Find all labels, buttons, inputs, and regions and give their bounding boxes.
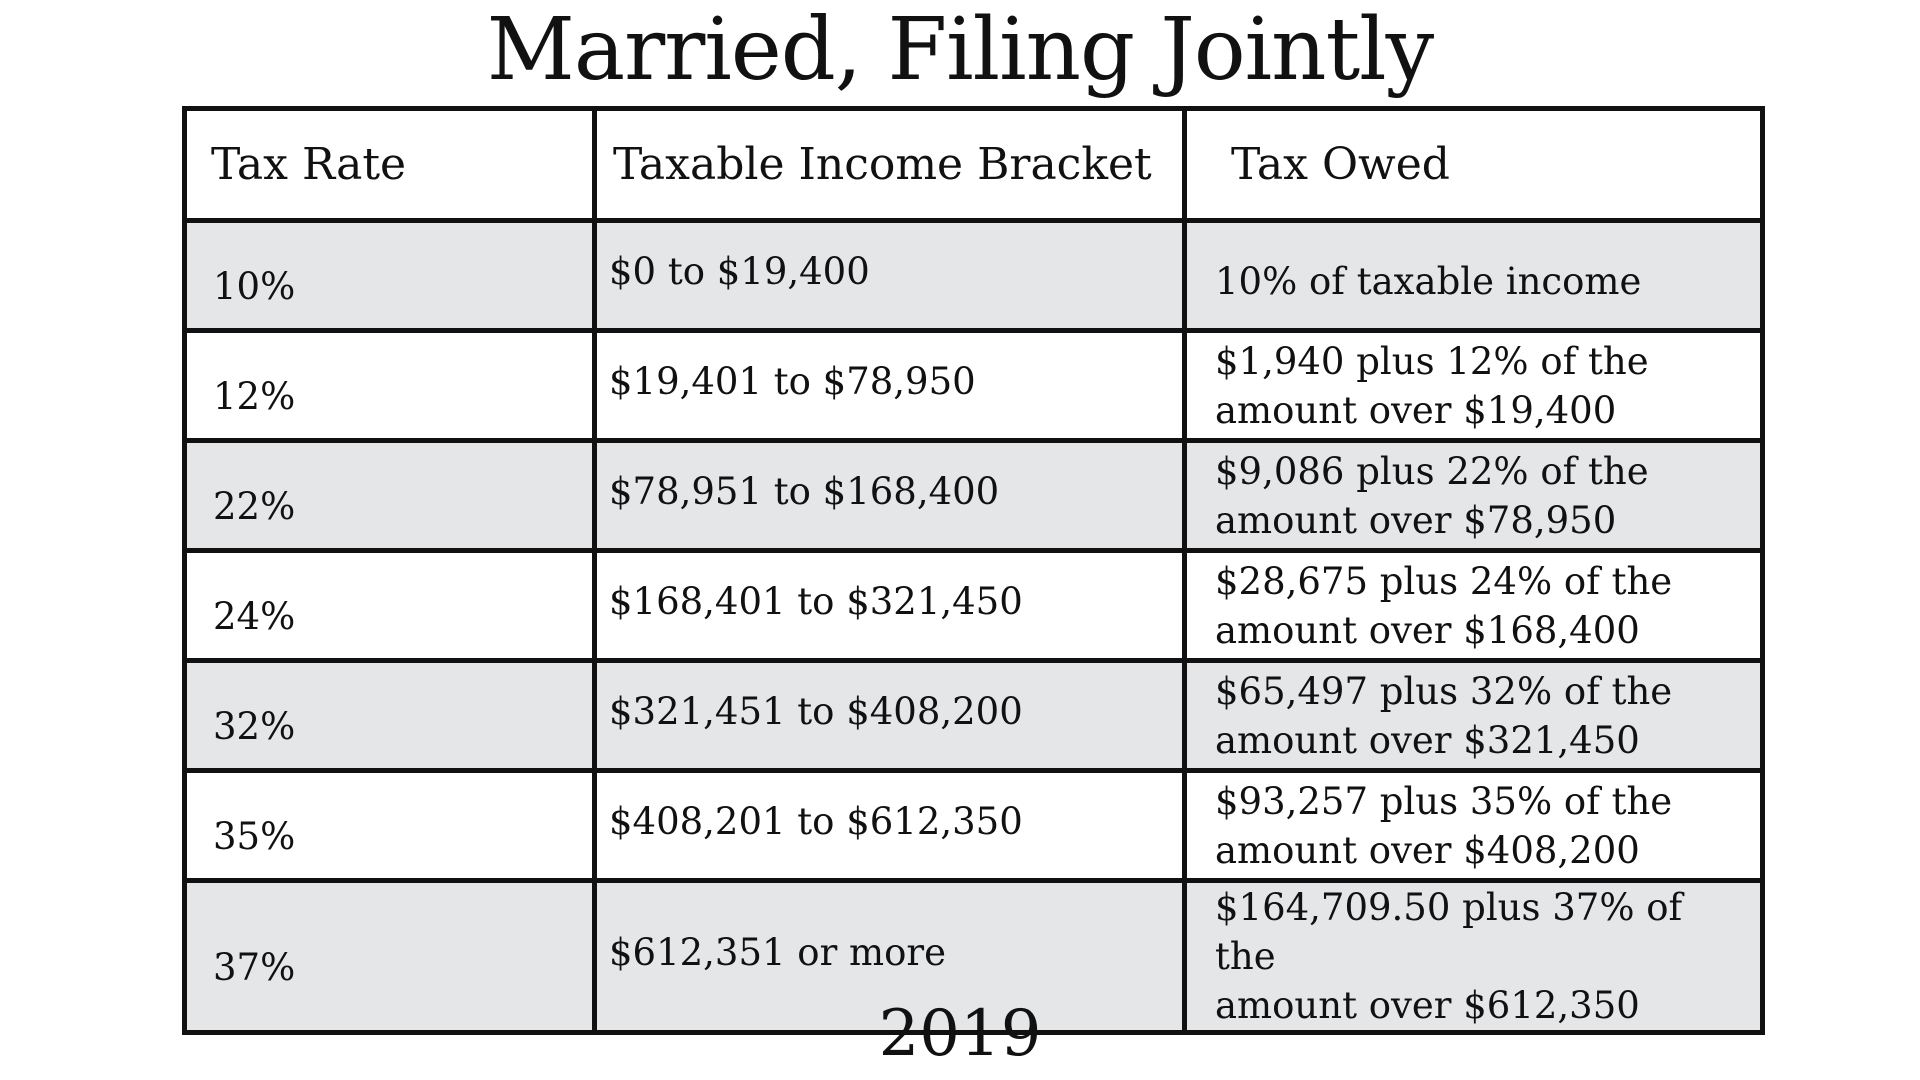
bracket-cell: $78,951 to $168,400 bbox=[595, 441, 1185, 551]
bracket-cell: $19,401 to $78,950 bbox=[595, 331, 1185, 441]
tax-owed-line: $93,257 plus 35% of the bbox=[1215, 779, 1673, 823]
tax-owed-cell bbox=[1185, 771, 1763, 881]
footer-year: 2019 bbox=[878, 997, 1042, 1071]
table-row bbox=[185, 331, 1763, 441]
tax-owed-line: amount over $612,350 bbox=[1215, 984, 1640, 1027]
tax-owed-line: $28,675 plus 24% of the bbox=[1215, 559, 1673, 603]
tax-owed-line: $65,497 plus 32% of the bbox=[1215, 669, 1673, 713]
rate-cell: 37% bbox=[185, 881, 595, 1033]
tax-owed-line: amount over $168,400 bbox=[1215, 608, 1640, 652]
bracket-cell: $321,451 to $408,200 bbox=[595, 661, 1185, 771]
bracket-cell: $168,401 to $321,450 bbox=[595, 551, 1185, 661]
rate-cell: 22% bbox=[185, 441, 595, 551]
bracket-cell: $612,351 or more bbox=[595, 881, 1185, 1033]
tax-owed-line: amount over $78,950 bbox=[1215, 498, 1617, 542]
bracket-cell: $408,201 to $612,350 bbox=[595, 771, 1185, 881]
column-header-tax-rate: Tax Rate bbox=[185, 109, 595, 221]
rate-cell: 12% bbox=[185, 331, 595, 441]
table-row bbox=[185, 221, 1763, 331]
page-title: Married, Filing Jointly bbox=[486, 0, 1434, 100]
column-header-tax-owed: Tax Owed bbox=[1185, 109, 1763, 221]
tax-owed-line: $164,709.50 plus 37% of the bbox=[1215, 886, 1683, 978]
tax-owed-line: amount over $408,200 bbox=[1215, 828, 1640, 872]
table-row bbox=[185, 441, 1763, 551]
table-header-row bbox=[185, 109, 1763, 221]
rate-cell: 32% bbox=[185, 661, 595, 771]
table-row bbox=[185, 551, 1763, 661]
tax-owed-line: amount over $19,400 bbox=[1215, 388, 1617, 432]
table-row bbox=[185, 771, 1763, 881]
rate-cell: 24% bbox=[185, 551, 595, 661]
tax-owed-line: $9,086 plus 22% of the bbox=[1215, 449, 1649, 493]
bracket-cell: $0 to $19,400 bbox=[595, 221, 1185, 331]
column-header-income-bracket: Taxable Income Bracket bbox=[595, 109, 1185, 221]
tax-owed-line: $1,940 plus 12% of the bbox=[1215, 339, 1649, 383]
tax-owed-cell bbox=[1185, 221, 1763, 331]
tax-owed-cell bbox=[1185, 441, 1763, 551]
tax-owed-line: amount over $321,450 bbox=[1215, 718, 1640, 762]
rate-cell: 10% bbox=[185, 221, 595, 331]
tax-owed-cell bbox=[1185, 551, 1763, 661]
tax-owed-cell bbox=[1185, 331, 1763, 441]
rate-cell: 35% bbox=[185, 771, 595, 881]
table-row bbox=[185, 661, 1763, 771]
tax-owed-cell bbox=[1185, 661, 1763, 771]
tax-bracket-table bbox=[182, 106, 1765, 1035]
tax-owed-line: 10% of taxable income bbox=[1215, 260, 1642, 303]
